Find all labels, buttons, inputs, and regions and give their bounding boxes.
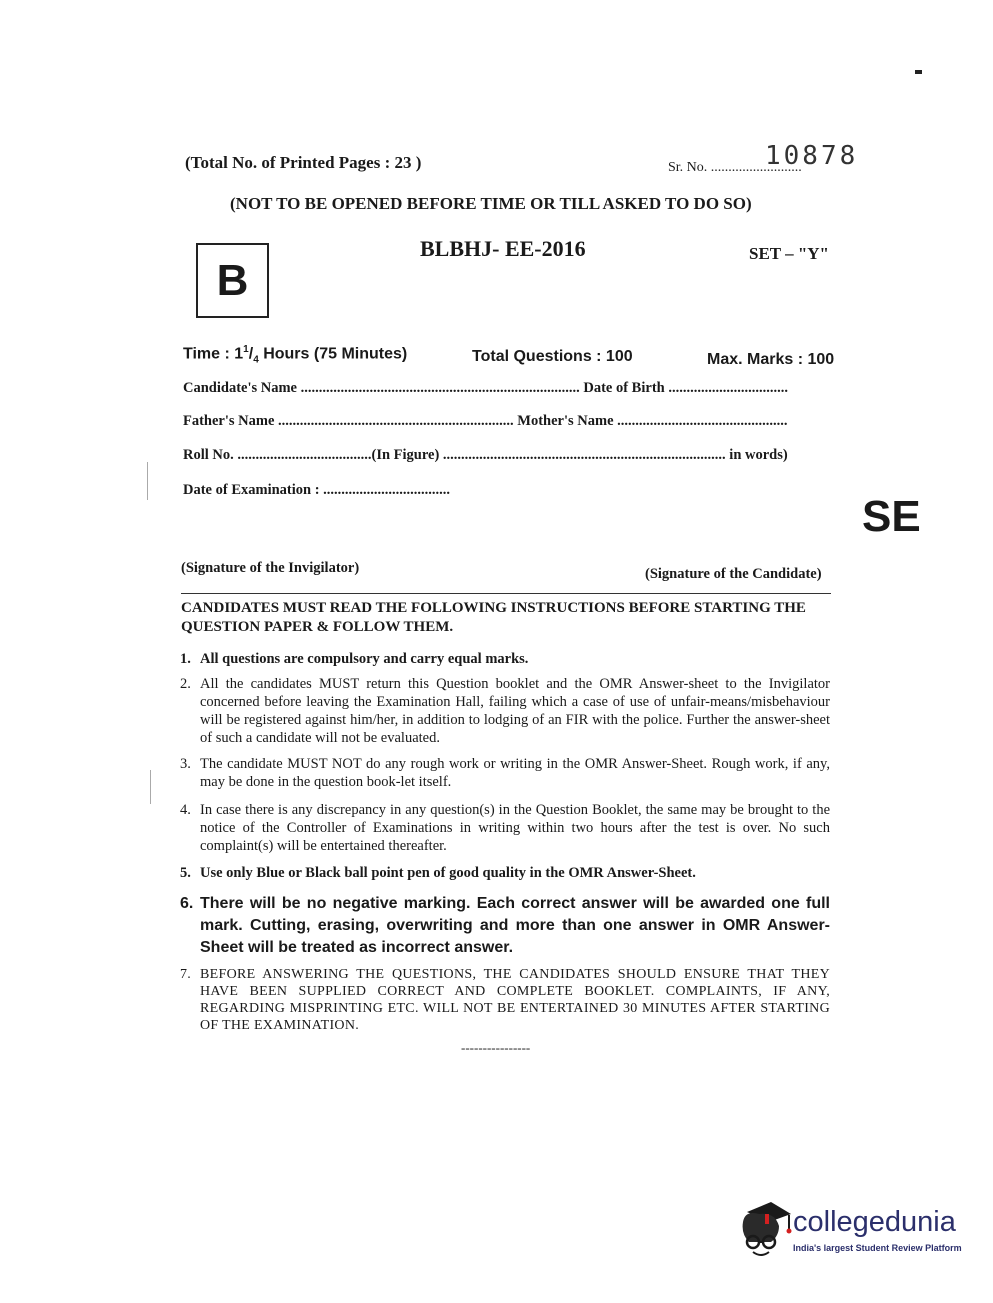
instruction-text: BEFORE ANSWERING THE QUESTIONS, THE CANDIDATES SHOULD ENSURE THAT THEY HAVE BEEN SUPPLIED CORRECT AND COMPLETE BOOKLET. COMPLAINTS, IF ANY, REGARDING MISPRINTING ETC. WILL NOT BE ENTERTAINED 30 MINUTES AFTER STARTING OF THE EXAMINATION. [200, 967, 830, 1033]
booklet-code-box [196, 243, 269, 318]
paper-code: BLBHJ- EE-2016 [420, 236, 586, 261]
logo-tagline: India's largest Student Review Platform [793, 1243, 962, 1253]
instruction-number: 1. [180, 651, 191, 667]
scan-edge-mark [150, 770, 151, 804]
instruction-number: 2. [180, 676, 191, 692]
scan-edge-mark [147, 462, 148, 500]
instruction-text: In case there is any discrepancy in any question(s) in the Question Booklet, the same may be brought to the notice of the Controller of Examinations in writing within two hours after the test is over. No such complaint(s) will be entertained thereafter. [200, 802, 830, 854]
time-fraction-denominator: 4 [253, 354, 259, 366]
paper-set: SET – "Y" [749, 244, 829, 263]
instruction-text: All the candidates MUST return this Question booklet and the OMR Answer-sheet to the Invigilator concerned before leaving the Examination Hall, failing which a case of use of unfair-means/misbehaviour will be registered against him/her, in addition to lodging of an FIR with the police. Further the answer-sheet of such a candidate will not be evaluated. [200, 676, 830, 746]
instruction-text: There will be no negative marking. Each correct answer will be awarded one full mark. Cutting, erasing, overwriting and more than one answer in OMR Answer-Sheet will be treated as incorrect answer. [200, 895, 830, 956]
printed-pages: (Total No. of Printed Pages : 23 ) [185, 153, 422, 172]
instruction-number: 6. [180, 895, 194, 912]
instruction-item [180, 755, 830, 791]
father-name-field[interactable]: Father's Name ................................................................. Mother's Name ............................................... [183, 413, 788, 429]
side-stamp: SE [862, 492, 921, 541]
serial-number-value: 10878 [765, 141, 859, 171]
instructions-heading: CANDIDATES MUST READ THE FOLLOWING INSTRUCTIONS BEFORE STARTING THE QUESTION PAPER & FOLLOW THEM. [181, 600, 806, 635]
instruction-item [180, 650, 830, 668]
time-suffix: Hours (75 Minutes) [258, 345, 408, 363]
logo-brand: collegedunia [793, 1206, 956, 1238]
instruction-item [180, 675, 830, 747]
instruction-number: 5. [180, 865, 191, 881]
serial-number-label: Sr. No. .......................... [668, 160, 802, 175]
instruction-item [180, 966, 830, 1034]
instruction-text: The candidate MUST NOT do any rough work or writing in the OMR Answer-Sheet. Rough work, if any, may be done in the question book-let itself. [200, 756, 830, 790]
instruction-item [180, 864, 830, 882]
candidate-name-field[interactable]: Candidate's Name ............................................................................. Date of Birth ................................. [183, 380, 788, 396]
max-marks: Max. Marks : 100 [707, 351, 835, 368]
total-questions: Total Questions : 100 [472, 348, 633, 365]
instruction-number: 3. [180, 756, 191, 772]
invigilator-signature: (Signature of the Invigilator) [181, 560, 360, 576]
roll-number-field[interactable]: Roll No. .....................................(In Figure) .............................................................................. in words) [183, 447, 788, 463]
time-prefix: Time : 1 [183, 345, 244, 363]
time-fraction-slash: / [248, 345, 254, 363]
instruction-text: All questions are compulsory and carry equal marks. [200, 651, 529, 667]
candidate-signature: (Signature of the Candidate) [645, 566, 822, 582]
instruction-number: 4. [180, 802, 191, 818]
exam-duration [183, 344, 407, 366]
booklet-code: B [216, 255, 249, 305]
time-fraction-numerator: 1 [243, 344, 249, 355]
exam-date-field[interactable]: Date of Examination : ................................... [183, 482, 451, 498]
scan-mark [915, 70, 922, 74]
instruction-item [180, 801, 830, 855]
end-marker: ---------------- [461, 1040, 531, 1055]
opening-notice: (NOT TO BE OPENED BEFORE TIME OR TILL ASKED TO DO SO) [230, 194, 752, 213]
instruction-text: Use only Blue or Black ball point pen of good quality in the OMR Answer-Sheet. [200, 865, 696, 881]
instruction-number: 7. [180, 967, 192, 982]
collegedunia-logo [735, 1198, 960, 1268]
mascot-icon [735, 1198, 793, 1260]
divider [181, 593, 831, 594]
instruction-item [180, 893, 830, 959]
